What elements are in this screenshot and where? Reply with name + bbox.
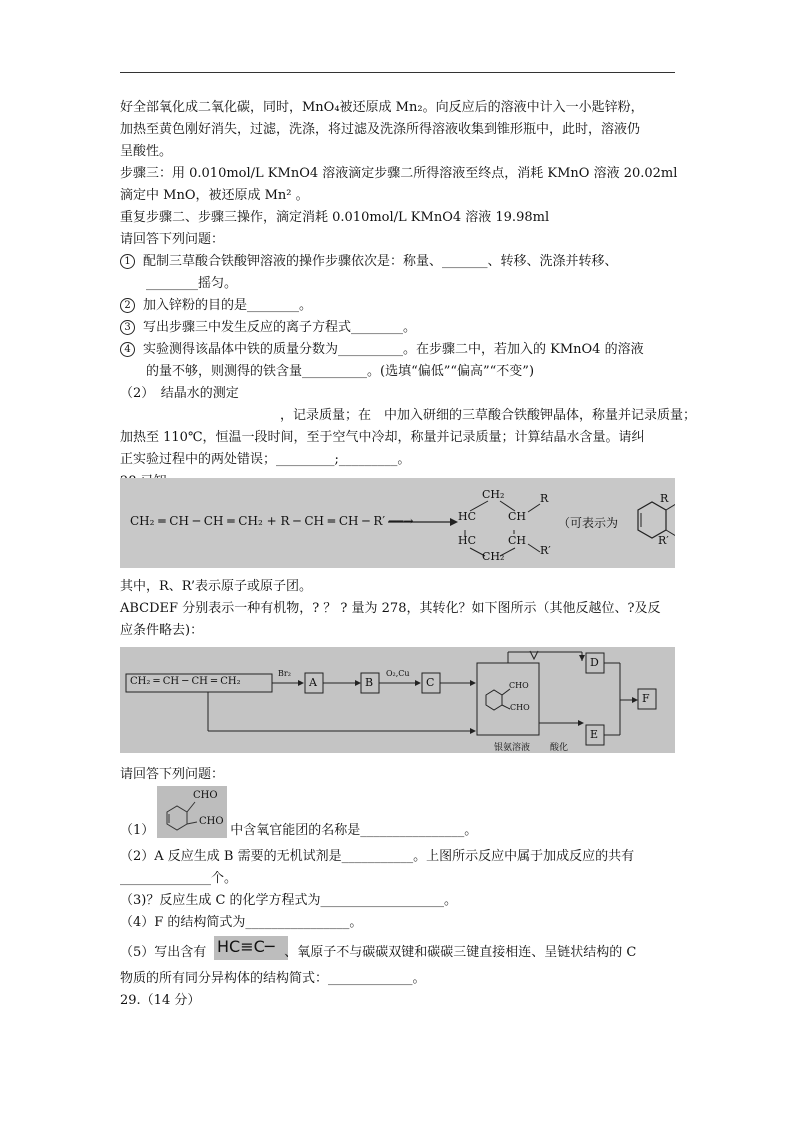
text-line: 加热至 110℃，恒温一段时间，至于空气中冷却，称量并记录质量；计算结晶水含量。请纠 — [120, 430, 645, 445]
question-text: ________摇匀。 — [146, 276, 238, 291]
section-heading: （2） 结晶水的测定 — [120, 386, 239, 401]
text-line: 呈酸性。 — [120, 144, 173, 159]
circled-number: 3 — [120, 320, 135, 335]
reaction-figure-1 — [120, 478, 675, 568]
text-line: 请回答下列问题： — [120, 767, 225, 782]
cho-label-2: CHO — [199, 816, 224, 827]
circled-number: 2 — [120, 298, 135, 313]
conversion-flowchart — [120, 647, 675, 753]
box-f: F — [642, 692, 650, 705]
simplified-r2: R′ — [658, 534, 669, 547]
answer-number: （1） — [120, 823, 155, 838]
reaction-equation: CH₂ ═ CH ─ CH ═ CH₂ + R ─ CH ═ CH ─ R′ ──→ — [130, 514, 414, 528]
text-line: 重复步骤二、步骤三操作，滴定消耗 0.010mol/L KMnO4 溶液 19.98ml — [120, 210, 550, 225]
ring-ch2-top: CH₂ — [482, 488, 505, 501]
answer-5 — [120, 942, 680, 964]
question-item-1 — [120, 251, 680, 273]
question-text: 的量不够，则测得的铁含量__________。(选填“偏低”“偏高”“不变”) — [146, 364, 535, 379]
answer-text: （5）写出含有 — [120, 945, 207, 960]
question-text: 实验测得该晶体中铁的质量分数为__________。在步骤二中，若加入的 KMnO4 的溶液 — [143, 342, 644, 357]
simplified-note: （可表示为 — [558, 516, 619, 530]
cho-group-1: CHO — [509, 681, 529, 690]
question-text: 加入锌粉的目的是________。 — [143, 298, 313, 313]
text-line: 应条件略去)： — [120, 623, 204, 638]
text-line: （2）A 反应生成 B 需要的无机试剂是___________。上图所示反应中属于加成反应的共有 — [120, 849, 635, 864]
answer-1 — [120, 820, 680, 842]
ring-hc-bottom: HC — [458, 534, 477, 547]
ring-substituent-r: R — [540, 492, 549, 505]
reagent-o2-cu: O₂,Cu — [386, 669, 410, 678]
box-a: A — [309, 676, 317, 689]
text-line: 物质的所有同分异构体的结构简式：_____________。 — [120, 971, 426, 986]
ring-ch-lower: CH — [508, 534, 527, 547]
ring-substituent-r2: R′ — [540, 544, 551, 557]
text-line: （4）F 的结构简式为________________。 — [120, 915, 363, 930]
answer-text: 中含氧官能团的名称是________________。 — [230, 823, 478, 838]
question-number: 29.（14 分） — [120, 993, 201, 1008]
cho-group-2: CHO — [510, 703, 530, 712]
condition-acidify: 酸化 — [550, 743, 569, 753]
text-line: ABCDEF 分别表示一种有机物，? ？ ? 量为 278，其转化？如下图所示（其他反越位、?及反 — [120, 601, 661, 616]
circled-number: 4 — [120, 342, 135, 357]
text-line: 正实验过程中的两处错误；_________;_________。 — [120, 452, 411, 467]
butadiene-start: CH₂ ═ CH ─ CH ═ CH₂ — [130, 676, 241, 687]
cho-label-1: CHO — [193, 790, 218, 801]
alkyne-label: HC≡C─ — [217, 937, 275, 956]
answer-text: 、氧原子不与碳碳双键和碳碳三键直接相连、呈链状结构的 C — [284, 945, 637, 960]
question-item-4 — [120, 339, 680, 361]
box-d: D — [590, 656, 599, 669]
ring-hc-top: HC — [458, 510, 477, 523]
text-line: 请回答下列问题： — [120, 232, 225, 247]
question-text: 配制三草酸合铁酸钾溶液的操作步骤依次是：称量、_______、转移、洗涤并转移、 — [143, 254, 618, 269]
box-c: C — [426, 676, 435, 689]
reagent-br2: Br₂ — [278, 669, 291, 678]
simplified-r: R — [660, 492, 669, 505]
ring-ch-upper: CH — [508, 510, 527, 523]
question-item-3 — [120, 317, 680, 339]
text-line: （3)？反应生成 C 的化学方程式为___________________。 — [120, 893, 458, 908]
circled-number: 1 — [120, 254, 135, 269]
header-rule — [120, 72, 675, 73]
text-line: 加热至黄色刚好消失，过滤，洗涤，将过滤及洗涤所得溶液收集到锥形瓶中，此时，溶液仍 — [120, 122, 641, 137]
box-e: E — [590, 728, 599, 741]
text-line: 好全部氧化成二氧化碳，同时，MnO₄被还原成 Mn₂。向反应后的溶液中计入一小匙锌粉， — [120, 100, 644, 115]
text-line: 其中，R、R’表示原子或原子团。 — [120, 579, 312, 594]
text-line: ，记录质量；在 中加入研细的三草酸合铁酸钾晶体，称量并记录质量； — [280, 408, 697, 423]
question-text: 写出步骤三中发生反应的离子方程式________。 — [143, 320, 417, 335]
question-item-2 — [120, 295, 680, 317]
ring-ch2-bottom: CH₂ — [482, 550, 505, 563]
text-line: 步骤三：用 0.010mol/L KMnO4 溶液滴定步骤二所得溶液至终点，消耗 KMnO 溶液 20.02ml — [120, 166, 678, 181]
text-line: ______________个。 — [120, 871, 238, 886]
condition-silver-ammonia: 银氨溶液 — [494, 743, 531, 753]
text-line: 滴定中 MnO，被还原成 Mn² 。 — [120, 188, 309, 203]
box-b: B — [365, 676, 374, 689]
